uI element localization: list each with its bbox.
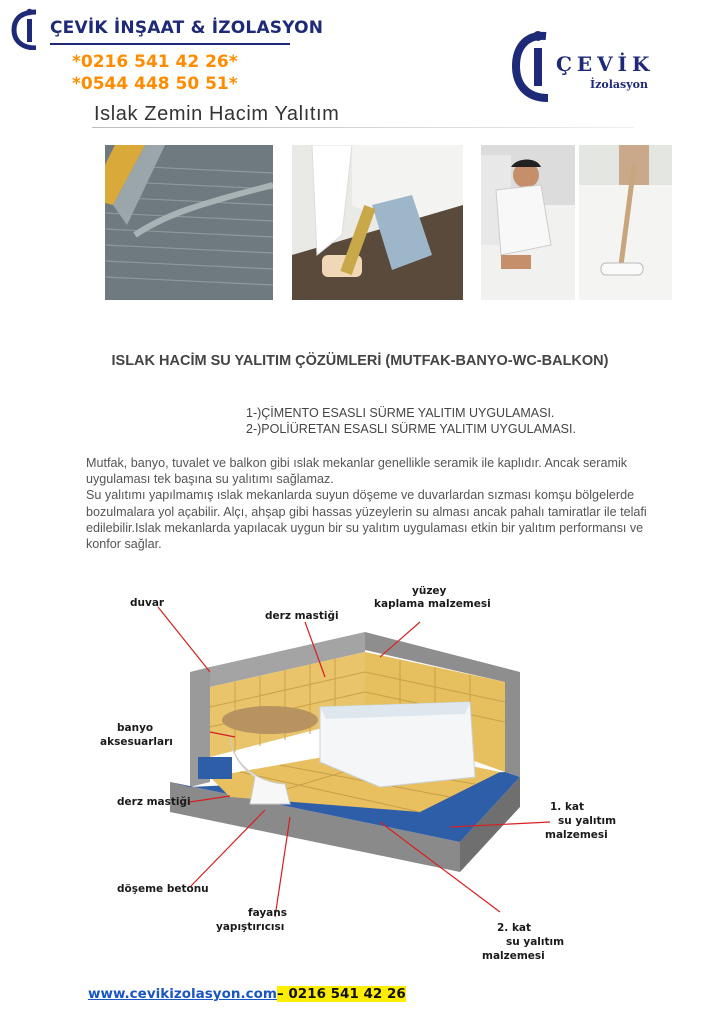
page-title: Islak Zemin Hacim Yalıtım bbox=[94, 103, 340, 125]
label-adhesive-1: fayans bbox=[248, 907, 287, 919]
toilet-tank bbox=[198, 757, 232, 779]
paragraph: Mutfak, banyo, tuvalet ve balkon gibi ıslak mekanlar genellikle seramik ile kaplıdır. Ancak seramik uygulaması tek başına su yalıtımı sağlamaz. bbox=[86, 456, 628, 487]
header-divider bbox=[50, 43, 290, 45]
label-floor-concrete: döşeme betonu bbox=[117, 883, 209, 895]
label-accessories-2: aksesuarları bbox=[100, 736, 173, 748]
photo-roller-floor bbox=[579, 145, 672, 300]
label-surface-1: yüzey bbox=[412, 585, 447, 597]
phone-number-2: *0544 448 50 51* bbox=[72, 74, 238, 94]
title-underline bbox=[92, 127, 634, 128]
label-joint-sealant-left: derz mastiği bbox=[117, 796, 191, 808]
photo-worker-floor bbox=[481, 145, 575, 300]
footer bbox=[88, 986, 406, 1002]
label-wall: duvar bbox=[130, 597, 165, 609]
footer-phone: – 0216 541 42 26 bbox=[276, 986, 406, 1002]
label-layer1-1: 1. kat bbox=[550, 801, 585, 813]
application-item: 2-)POLİÜRETAN ESASLI SÜRME YALITIM UYGULAMASI. bbox=[246, 422, 576, 436]
phone-number-1: *0216 541 42 26* bbox=[72, 52, 238, 72]
label-layer1-2: su yalıtım bbox=[558, 815, 617, 827]
application-list bbox=[246, 405, 576, 437]
toilet-lid bbox=[222, 706, 318, 734]
application-item: 1-)ÇİMENTO ESASLI SÜRME YALITIM UYGULAMASI. bbox=[246, 406, 555, 420]
label-layer2-1: 2. kat bbox=[497, 922, 532, 934]
company-name: ÇEVİK İNŞAAT & İZOLASYON bbox=[50, 18, 324, 38]
label-layer2-2: su yalıtım bbox=[506, 936, 565, 948]
label-accessories-1: banyo bbox=[117, 722, 154, 734]
description-text bbox=[86, 455, 656, 552]
website-link[interactable]: www.cevikizolasyon.com bbox=[88, 986, 277, 1002]
paragraph: Su yalıtımı yapılmamış ıslak mekanlarda suyun döşeme ve duvarlardan sızması komşu bölgelerde bozulmalara yol açabilir. Alçı, ahşap gibi hassas yüzeylerin su alması ancak pahalı tamiratlar ile telafi edilebilir.Islak mekanlarda yapılacak uygun bir su yalıtım uygulaması etkin bir yalıtım performansı ve konfor sağlar. bbox=[86, 488, 647, 552]
photo-brush-corner bbox=[292, 145, 463, 300]
bathroom-waterproofing-diagram bbox=[80, 572, 680, 972]
label-joint-sealant-top: derz mastiği bbox=[265, 610, 339, 622]
brand-name: ÇEVİK bbox=[556, 52, 655, 76]
label-surface-2: kaplama malzemesi bbox=[374, 598, 491, 610]
photo-trowel-coating bbox=[105, 145, 273, 300]
label-adhesive-2: yapıştırıcısı bbox=[216, 921, 285, 933]
section-heading: ISLAK HACİM SU YALITIM ÇÖZÜMLERİ (MUTFAK-BANYO-WC-BALKON) bbox=[111, 353, 609, 369]
label-layer2-3: malzemesi bbox=[482, 950, 545, 962]
brand-subtitle: İzolasyon bbox=[590, 78, 648, 91]
label-layer1-3: malzemesi bbox=[545, 829, 608, 841]
